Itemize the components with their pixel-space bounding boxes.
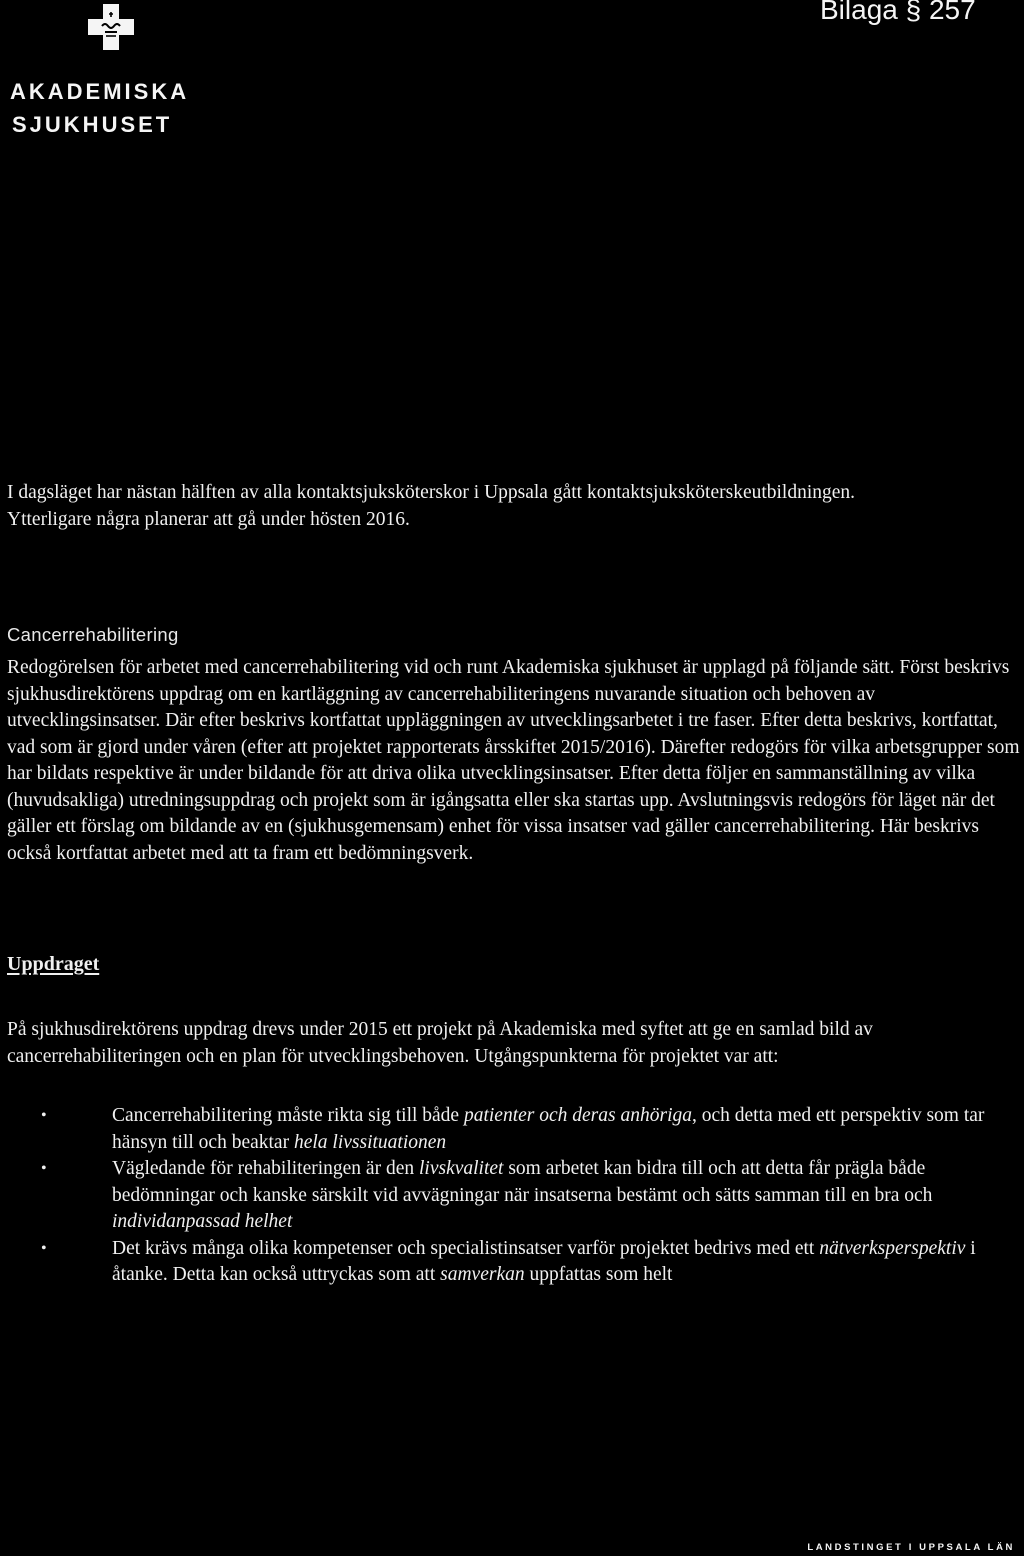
logo-text-line2: SJUKHUSET bbox=[12, 112, 173, 137]
appendix-label: Bilaga § 257 bbox=[820, 0, 976, 25]
intro-line2: Ytterligare några planerar att gå under hösten 2016. bbox=[7, 508, 410, 530]
list-item: • Det krävs många olika kompetenser och specialistinsatser varför projektet bedrivs med ett nätverksperspektiv i åtanke. Detta kan också uttryckas som att samverkan uppfattas som helt bbox=[41, 1237, 976, 1285]
emphasis: patienter och deras anhöriga bbox=[463, 1105, 692, 1126]
intro-line1: I dagsläget har nästan hälften av alla kontaktsjuksköterskor i Uppsala gått kontaktsjuksköterskeutbildningen. bbox=[7, 482, 856, 503]
intro-paragraph bbox=[7, 480, 1021, 533]
assignment-heading: Uppdraget bbox=[7, 953, 100, 975]
emphasis: individanpassad helhet bbox=[112, 1211, 293, 1232]
bullet-icon: • bbox=[41, 1160, 47, 1177]
assignment-paragraph: På sjukhusdirektörens uppdrag drevs under 2015 ett projekt på Akademiska med syftet att ge en samlad bild av cancerrehabiliteringen och en plan för utvecklingsbehoven. Utgångspunkterna för projektet var att: bbox=[7, 1019, 873, 1067]
emphasis: hela livssituationen bbox=[293, 1131, 447, 1153]
logo-text-line1: AKADEMISKA bbox=[10, 79, 190, 104]
section-body-paragraph: Redogörelsen för arbetet med cancerrehabilitering vid och runt Akademiska sjukhuset är upplagd på följande sätt. Först beskrivs sjukhusdirektörens uppdrag om en kartläggning av cancerrehabiliteringens nuvarande situation och behoven av utvecklingsinsatser. Där efter beskrivs kortfattat uppläggningen av utvecklingsarbetet i tre faser. Efter detta beskrivs, kortfattat, vad som är gjord under våren (efter att projektet rapporterats årsskiftet 2015/2016). Därefter redogörs för vilka arbetsgrupper som har bildats respektive är under bildande för att driva olika utvecklingsinsatser. Efter detta följer en sammanställning av vilka (huvudsakliga) utredningsuppdrag och projekt som är igångsatta eller ska startas upp. Avslutningsvis redogörs för läget när det gäller ett förslag om bildande av en (sjukhusgemensam) enhet för vissa insatser vad gäller cancerrehabilitering. Här beskrivs också kortfattat arbetet med att ta fram ett bedömningsverk. bbox=[7, 657, 1020, 864]
bullet-icon: • bbox=[41, 1239, 47, 1257]
section-heading: Cancerrehabilitering bbox=[7, 624, 179, 645]
assignment-bullet-list bbox=[38, 1103, 1024, 1289]
hospital-cross-logo-icon bbox=[88, 4, 134, 50]
emphasis: samverkan bbox=[440, 1264, 525, 1285]
list-item: • Vägledande för rehabiliteringen är den livskvalitet som arbetet kan bidra till och att detta får prägla både bedömningar och kanske särskilt vid avvägningar när insatserna bestämt och sätts samman till en bra och individanpassad helhet bbox=[41, 1158, 933, 1232]
emphasis: livskvalitet bbox=[418, 1158, 504, 1179]
bullet-icon: • bbox=[41, 1107, 47, 1124]
list-item: • Cancerrehabilitering måste rikta sig till både patienter och deras anhöriga, och detta med ett perspektiv som tar hänsyn till och beaktar hela livssituationen bbox=[41, 1105, 985, 1153]
footer-organization: LANDSTINGET I UPPSALA LÄN bbox=[807, 1542, 1015, 1553]
emphasis: nätverksperspektiv bbox=[819, 1237, 966, 1259]
